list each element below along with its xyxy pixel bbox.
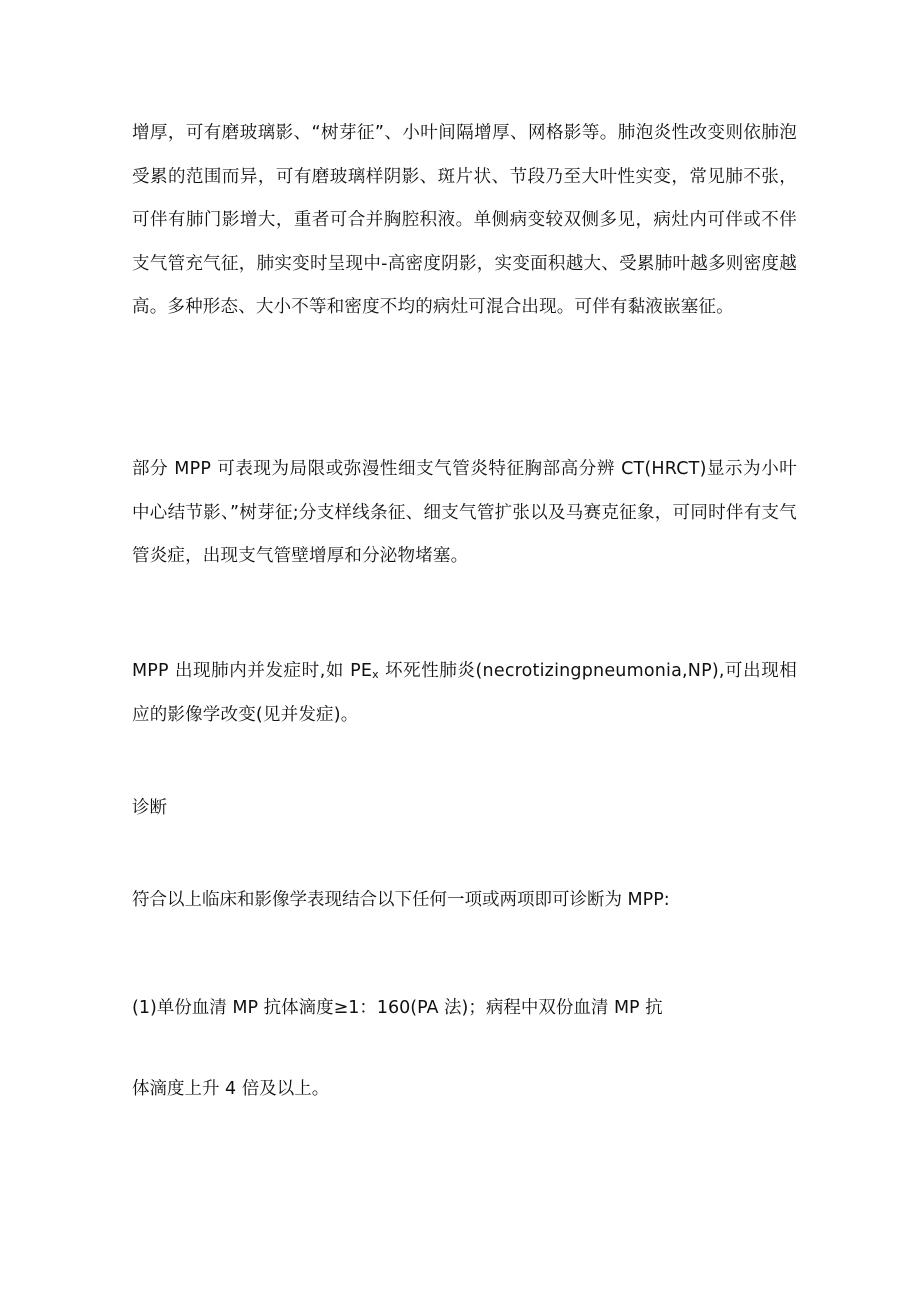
paragraph-bronchiolitis: 部分 MPP 可表现为局限或弥漫性细支气管炎特征胸部高分辨 CT(HRCT)显示为小叶中心结节影、”树芽征;分支样线条征、细支气管扩张以及马赛克征象，可同时伴有支气管炎症，出现支气管壁增厚和分泌物堵塞。 bbox=[132, 459, 797, 566]
subscript-x: x bbox=[372, 668, 379, 681]
paragraph-diagnosis-criteria-intro: 符合以上临床和影像学表现结合以下任何一项或两项即可诊断为 MPP: bbox=[132, 890, 670, 910]
section-heading-diagnosis: 诊断 bbox=[132, 798, 167, 818]
paragraph-complications bbox=[132, 650, 797, 737]
complications-text-start: MPP 出现肺内并发症时,如 PE bbox=[132, 661, 373, 681]
paragraph-imaging-findings: 增厚，可有磨玻璃影、“树芽征”、小叶间隔增厚、网格影等。肺泡炎性改变则依肺泡受累的范围而异，可有磨玻璃样阴影、斑片状、节段乃至大叶性实变，常见肺不张，可伴有肺门影增大，重者可合并胸腔积液。单侧病变较双侧多见，病灶内可伴或不伴支气管充气征，肺实变时呈现中-高密度阴影，实变面积越大、受累肺叶越多则密度越高。多种形态、大小不等和密度不均的病灶可混合出现。可伴有黏液嵌塞征。 bbox=[132, 123, 797, 317]
criterion-1-line-1: (1)单份血清 MP 抗体滴度≥1：160(PA 法)；病程中双份血清 MP 抗 bbox=[132, 998, 663, 1018]
complications-text-end: 坏死性肺炎(necrotizingpneumonia,NP),可出现相应的影像学改变(见并发症)。 bbox=[132, 661, 797, 725]
criterion-1-line-2: 体滴度上升 4 倍及以上。 bbox=[132, 1079, 330, 1099]
